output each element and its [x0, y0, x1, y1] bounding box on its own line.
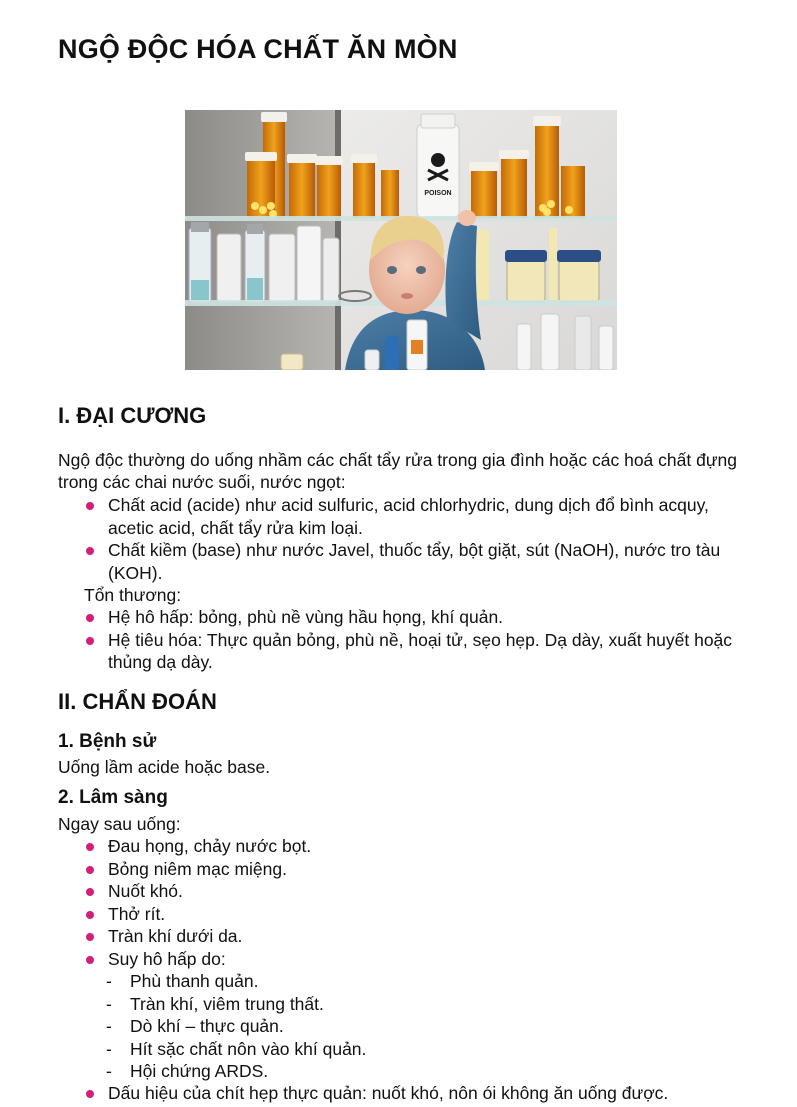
respiratory-causes-list	[106, 970, 746, 1083]
list-item: Hệ tiêu hóa: Thực quản bỏng, phù nề, hoại tử, sẹo hẹp. Dạ dày, xuất huyết hoặc thủng dạ dày.	[84, 629, 744, 674]
bullet-icon	[86, 933, 94, 941]
overview-intro: Ngộ độc thường do uống nhầm các chất tẩy rửa trong gia đình hoặc các hoá chất đựng trong các chai nước suối, nước ngọt:	[58, 450, 737, 492]
list-item: Chất kiềm (base) như nước Javel, thuốc tẩy, bột giặt, sút (NaOH), nước tro tàu (KOH).	[84, 539, 744, 584]
bullet-icon	[86, 502, 94, 510]
causes-list	[84, 494, 744, 584]
clinical-lead: Ngay sau uống:	[58, 814, 181, 834]
bullet-icon	[86, 843, 94, 851]
subheading-clinical: 2. Lâm sàng	[58, 787, 168, 808]
medicine-cabinet-photo	[185, 110, 617, 370]
late-sign-list	[84, 1082, 744, 1105]
damage-label: Tổn thương:	[84, 585, 182, 605]
section-heading-diagnosis: II. CHẨN ĐOÁN	[58, 689, 217, 714]
bullet-icon	[86, 911, 94, 919]
list-item: - Hít sặc chất nôn vào khí quản.	[106, 1038, 367, 1059]
poison-label: POISON	[424, 190, 452, 197]
list-item: Chất acid (acide) như acid sulfuric, acid chlorhydric, dung dịch đổ bình acquy, acetic acid, chất tẩy rửa kim loại.	[84, 494, 744, 539]
list-item: - Hội chứng ARDS.	[106, 1061, 269, 1081]
bullet-icon	[86, 866, 94, 874]
dash-marker: -	[106, 1016, 112, 1036]
list-item: Hệ hô hấp: bỏng, phù nề vùng hầu họng, khí quản.	[84, 606, 744, 629]
bullet-icon	[86, 1090, 94, 1098]
dash-marker: -	[106, 1038, 112, 1059]
list-item: Suy hô hấp do:	[84, 948, 744, 971]
list-item: Nuốt khó.	[84, 880, 744, 903]
damage-list	[84, 606, 744, 674]
list-item: Đau họng, chảy nước bọt.	[84, 835, 744, 858]
clinical-signs-list	[84, 835, 744, 970]
bullet-icon	[86, 614, 94, 622]
section-heading-overview: I. ĐẠI CƯƠNG	[58, 403, 207, 428]
list-item: Tràn khí dưới da.	[84, 925, 744, 948]
list-item: Thở rít.	[84, 903, 744, 926]
bullet-icon	[86, 637, 94, 645]
subheading-history: 1. Bệnh sử	[58, 731, 157, 752]
list-item: - Dò khí – thực quản.	[106, 1016, 284, 1036]
bullet-icon	[86, 547, 94, 555]
dash-marker: -	[106, 971, 112, 991]
list-item: Bỏng niêm mạc miệng.	[84, 858, 744, 881]
list-item: Dấu hiệu của chít hẹp thực quản: nuốt khó, nôn ói không ăn uống được.	[84, 1082, 744, 1105]
list-item: - Tràn khí, viêm trung thất.	[106, 993, 324, 1014]
dash-marker: -	[106, 1061, 112, 1081]
dash-marker: -	[106, 993, 112, 1014]
list-item: - Phù thanh quản.	[106, 971, 259, 991]
bullet-icon	[86, 888, 94, 896]
bullet-icon	[86, 956, 94, 964]
history-text: Uống lầm acide hoặc base.	[58, 757, 271, 777]
document-title: NGỘ ĐỘC HÓA CHẤT ĂN MÒN	[58, 34, 458, 64]
